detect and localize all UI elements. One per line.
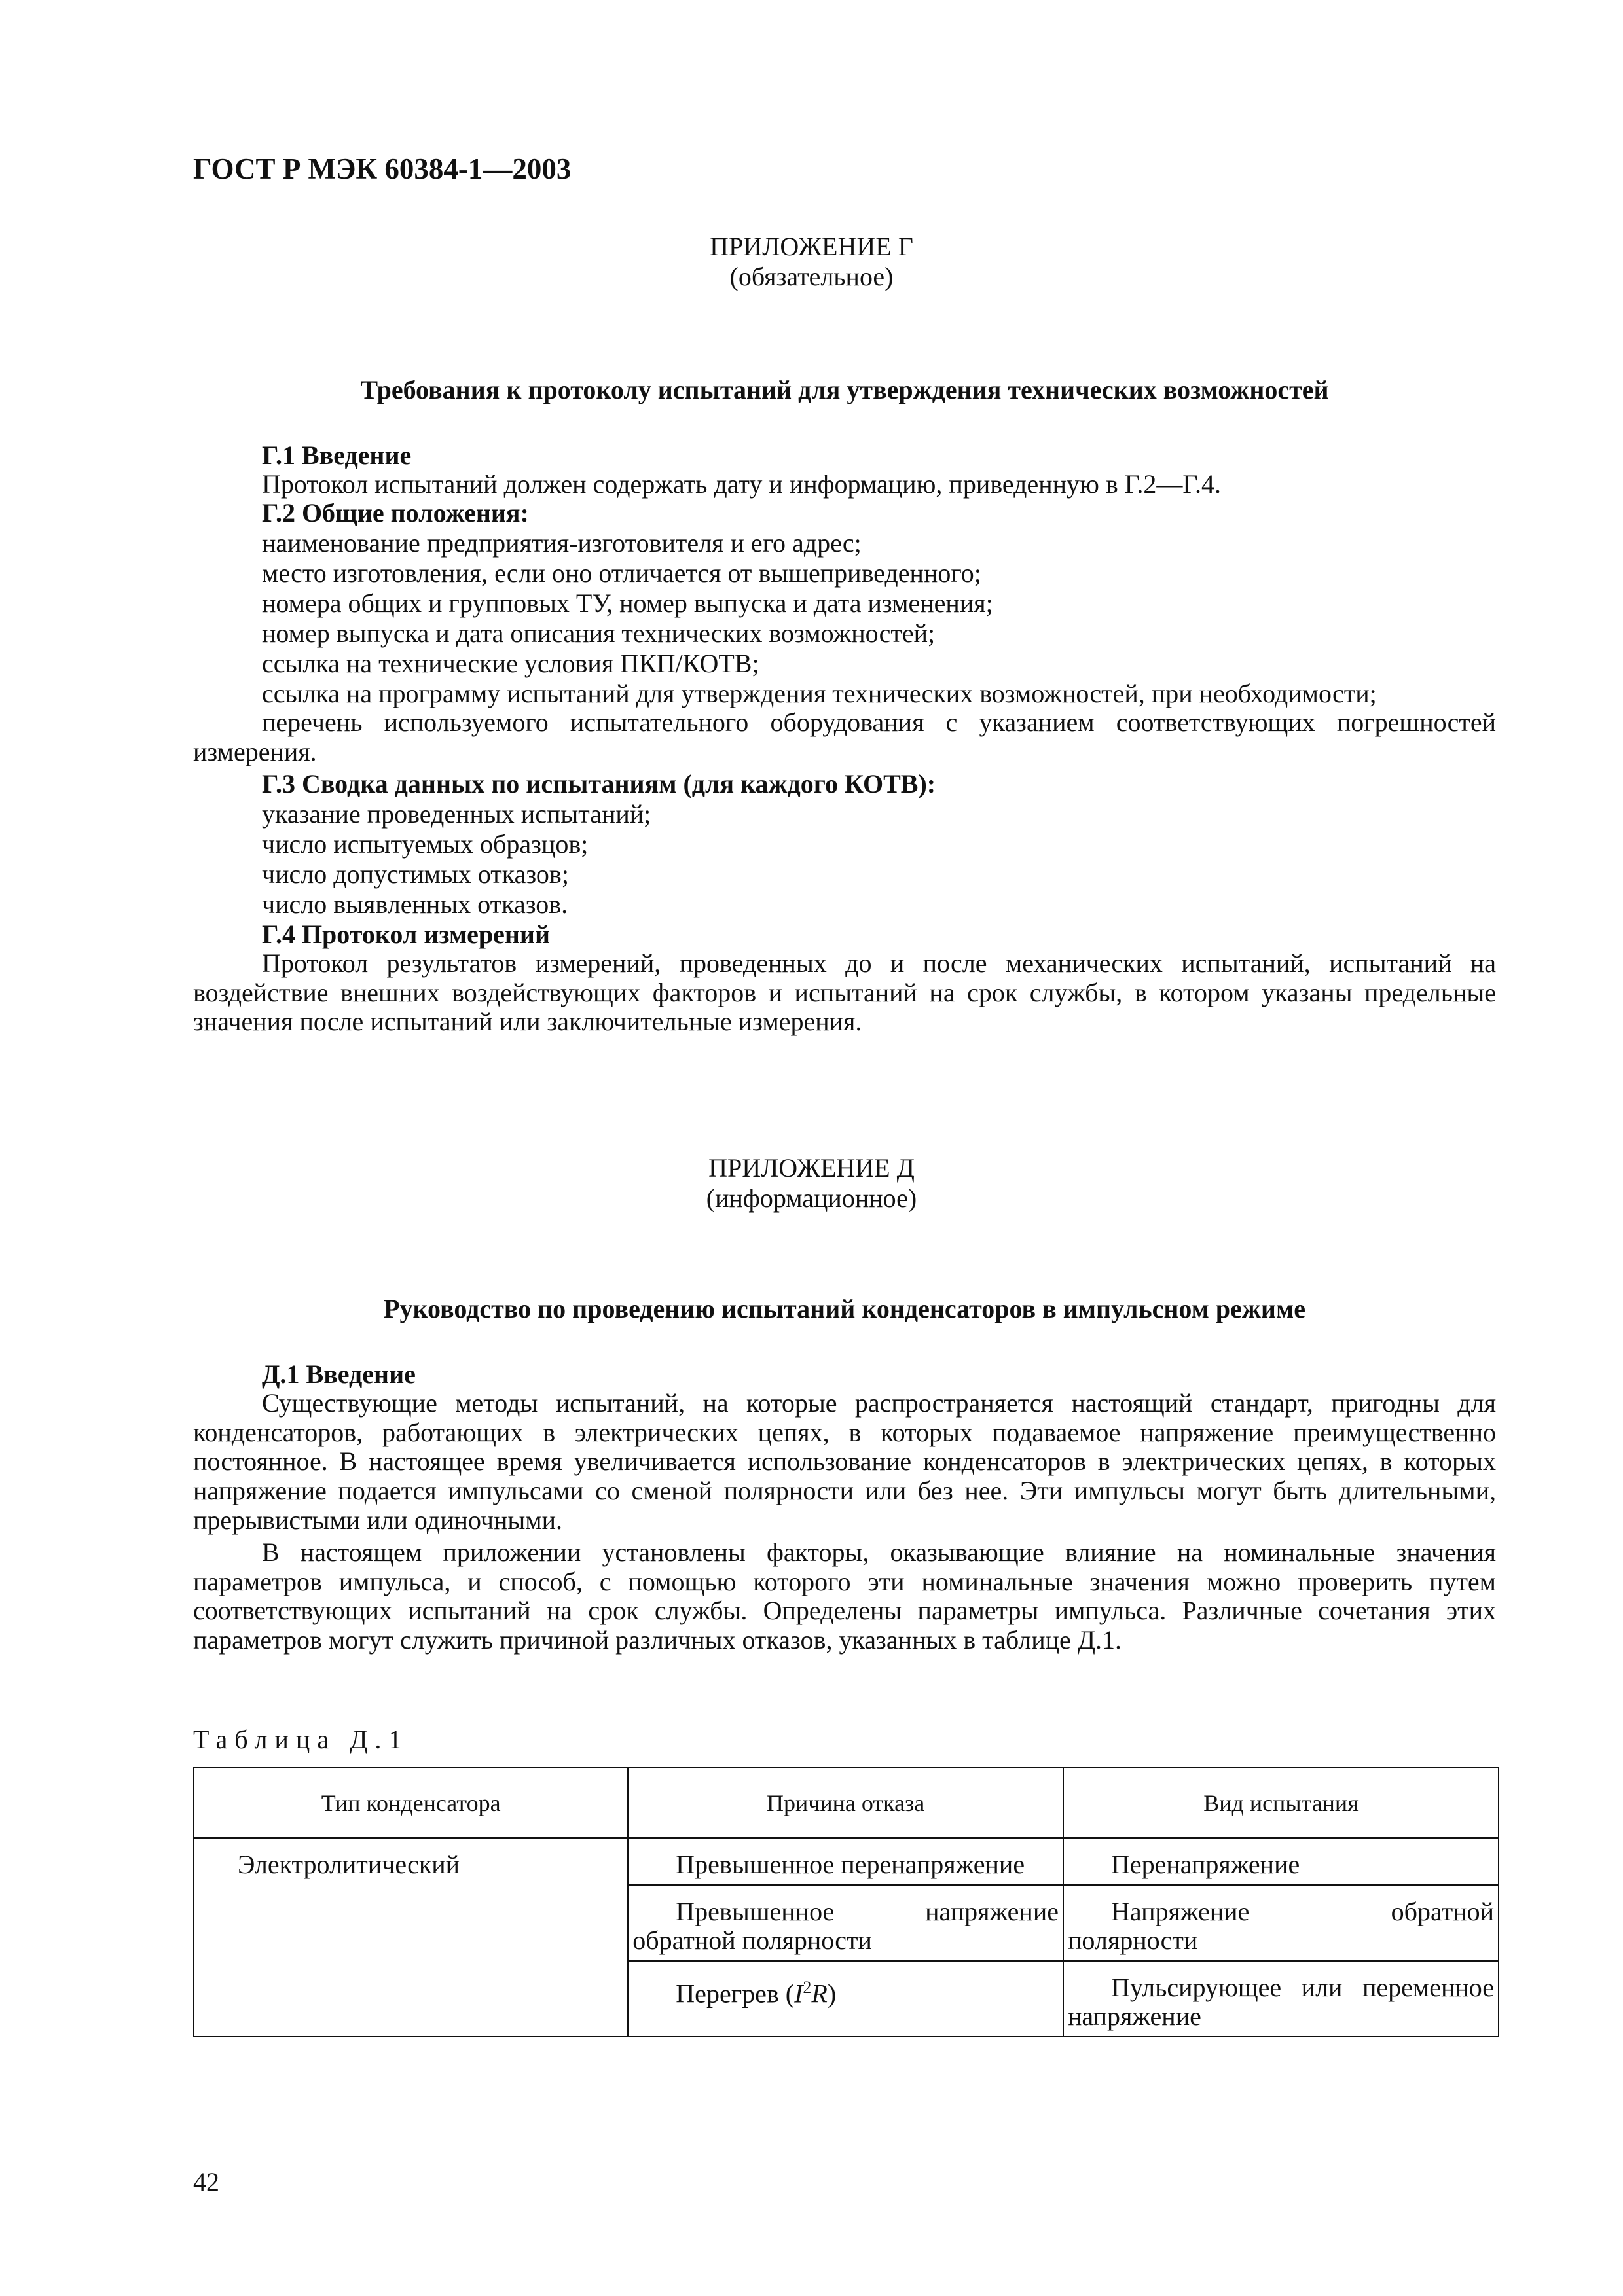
table-d1 [193, 1767, 1499, 2037]
failure-cause: Превышенное напряжение обратной полярности [632, 1897, 1059, 1955]
g2-item: ссылка на технические условия ПКП/КОТВ; [262, 649, 759, 678]
failure-cause [629, 1962, 1063, 2013]
g2-item: номер выпуска и дата описания технических возможностей; [262, 619, 936, 648]
table-cell-cause [628, 1885, 1063, 1961]
g2-item: номера общих и групповых ТУ, номер выпуска и дата изменения; [262, 588, 993, 618]
appendix-d-status: (информационное) [706, 1183, 917, 1213]
g3-item: указание проведенных испытаний; [262, 799, 651, 829]
table-cell-test [1063, 1885, 1499, 1961]
cause-text-end: ) [827, 1979, 837, 2009]
page-number: 42 [193, 2167, 219, 2197]
g2-item: ссылка на программу испытаний для утверждения технических возможностей, при необходимости; [262, 679, 1377, 708]
d1-paragraph-2: В настоящем приложении установлены факторы, оказывающие влияние на номинальные значения параметров импульса, и способ, с помощью которого эти номинальные значения можно проверить путем соответствующих испытаний на срок службы. Определены параметры импульса. Различные сочетания этих параметров могут служить причиной различных отказов, указанных в таблице Д.1. [193, 1537, 1496, 1655]
capacitor-type: Электролитический [238, 1850, 460, 1879]
d1-paragraph-1: Существующие методы испытаний, на которые распространяется настоящий стандарт, пригодны для конденсаторов, работающих в электрических цепях, в которых подаваемое напряжение преимущественно постоянное. В настоящее время увеличивается использование конденсаторов в электрических цепях, в которых напряжение подается импульсами со сменой полярности или без нее. Эти импульсы могут быть длительными, прерывистыми или одиночными. [193, 1388, 1496, 1535]
test-type: Напряжение обратной полярности [1067, 1897, 1494, 1955]
g2-title: Г.2 Общие положения: [262, 498, 529, 528]
appendix-g-heading: Требования к протоколу испытаний для утверждения технических возможностей [360, 375, 1329, 404]
g3-item: число выявленных отказов. [262, 889, 568, 919]
g4-text: Протокол результатов измерений, проведенных до и после механических испытаний, испытаний на воздействие внешних воздействующих факторов и испытаний на срок службы, в котором указаны предельные значения после испытаний или заключительные измерения. [193, 948, 1496, 1037]
g1-title: Г.1 Введение [262, 440, 412, 470]
failure-cause: Превышенное перенапряжение [676, 1850, 1025, 1879]
test-type: Перенапряжение [1110, 1850, 1300, 1879]
current-symbol: I [794, 1979, 803, 2009]
g4-title: Г.4 Протокол измерений [262, 920, 551, 949]
appendix-g-status: (обязательное) [729, 262, 894, 291]
table-cell-cause [628, 1838, 1063, 1885]
table-header-row [194, 1768, 1499, 1838]
g2-item: место изготовления, если оно отличается от вышеприведенного; [262, 558, 981, 588]
exponent: 2 [803, 1978, 812, 1997]
g2-item: наименование предприятия-изготовителя и его адрес; [262, 528, 862, 558]
appendix-d-title: ПРИЛОЖЕНИЕ Д [708, 1153, 915, 1183]
g3-title: Г.3 Сводка данных по испытаниям (для каждого КОТВ): [262, 769, 936, 798]
document-header: ГОСТ Р МЭК 60384-1—2003 [193, 152, 572, 185]
table-cell-test [1063, 1838, 1499, 1885]
table-cell-cause [628, 1961, 1063, 2037]
g3-item: число испытуемых образцов; [262, 829, 589, 859]
column-header-cause: Причина отказа [628, 1768, 1063, 1838]
table-cell-type [194, 1838, 628, 2037]
g3-item: число допустимых отказов; [262, 859, 569, 889]
table-cell-test [1063, 1961, 1499, 2037]
column-header-type: Тип конденсатора [194, 1768, 628, 1838]
d1-title: Д.1 Введение [262, 1359, 416, 1389]
table-caption: Таблица Д.1 [193, 1725, 409, 1754]
g2-last-item: перечень используемого испытательного оборудования с указанием соответствующих погрешностей измерения. [193, 708, 1496, 766]
g1-text: Протокол испытаний должен содержать дату и информацию, приведенную в Г.2—Г.4. [262, 469, 1222, 499]
test-type: Пульсирующее или переменное напряжение [1067, 1973, 1494, 2031]
appendix-g-title: ПРИЛОЖЕНИЕ Г [710, 232, 913, 261]
appendix-d-heading: Руководство по проведению испытаний конденсаторов в импульсном режиме [384, 1294, 1305, 1323]
cause-text: Перегрев ( [676, 1979, 795, 2009]
table-row [194, 1838, 1499, 1885]
resistance-symbol: R [811, 1979, 828, 2009]
column-header-test: Вид испытания [1063, 1768, 1499, 1838]
